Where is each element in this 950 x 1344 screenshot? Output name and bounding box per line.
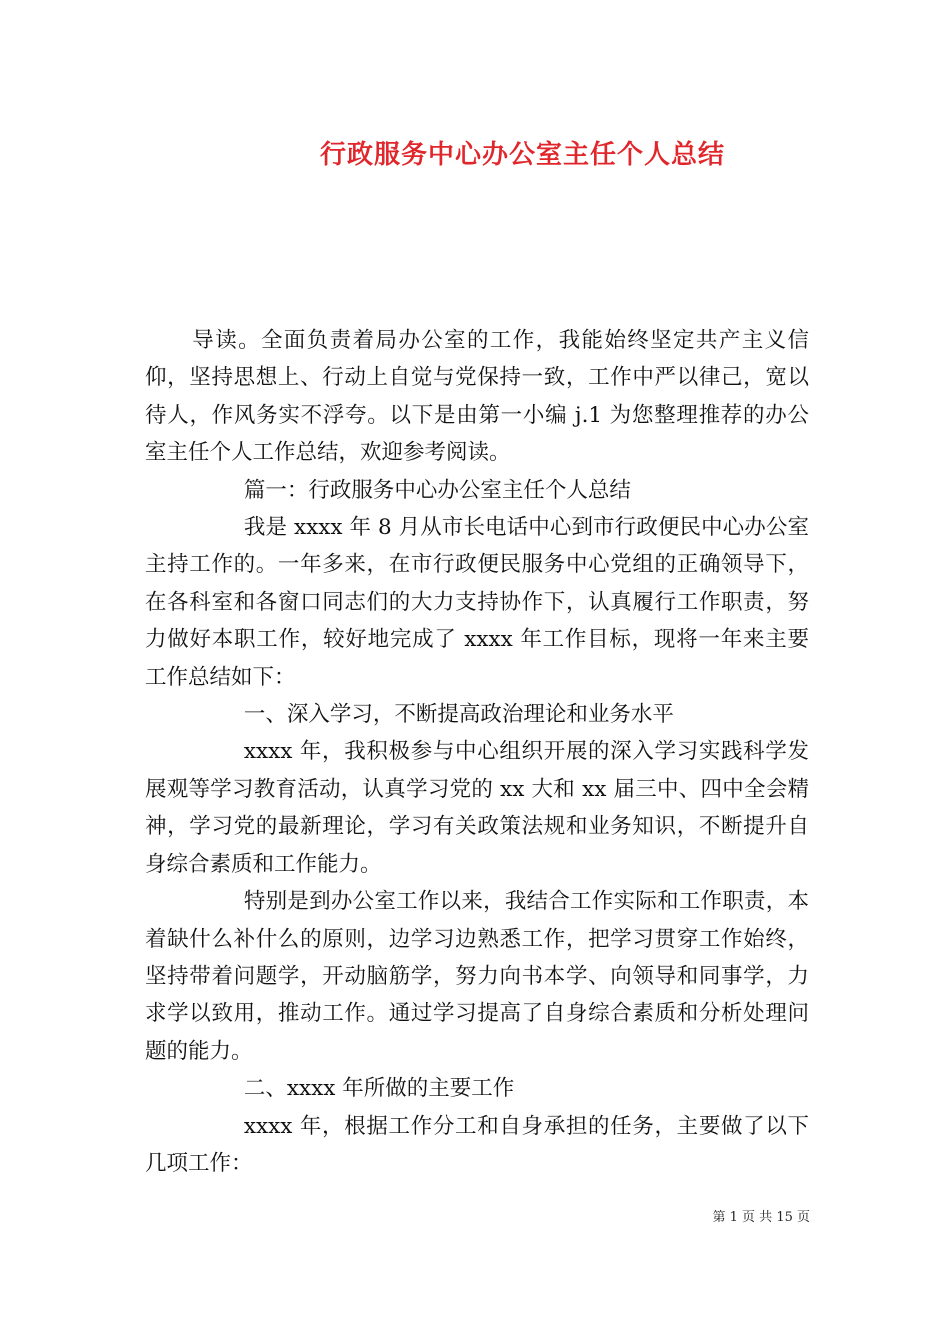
- section-heading-part-one: 篇一：行政服务中心办公室主任个人总结: [243, 477, 631, 503]
- body-paragraph: 特别是到办公室工作以来，我结合工作实际和工作职责，本着缺什么补什么的原则，边学习边熟悉工作，把学习贯穿工作始终，坚持带着问题学，开动脑筋学，努力向书本学、向领导和同事学，力求学以致用，推动工作。通过学习提高了自身综合素质和分析处理问题的能力。: [145, 889, 809, 1064]
- document-body: [145, 322, 809, 1182]
- document-title: 行政服务中心办公室主任个人总结: [319, 140, 725, 170]
- body-paragraph: 我是 xxxx 年 8 月从市长电话中心到市行政便民中心办公室主持工作的。一年多来，在市行政便民服务中心党组的正确领导下，在各科室和各窗口同志们的大力支持协作下，认真履行工作职责，努力做好本职工作，较好地完成了 xxxx 年工作目标，现将一年来主要工作总结如下：: [145, 515, 809, 690]
- page-number: 第 1 页 共 15 页: [712, 1210, 810, 1225]
- body-paragraph: xxxx 年，我积极参与中心组织开展的深入学习实践科学发展观等学习教育活动，认真学习党的 xx 大和 xx 届三中、四中全会精神，学习党的最新理论，学习有关政策法规和业务知识，不断提升自身综合素质和工作能力。: [145, 739, 809, 877]
- intro-paragraph: 导读。全面负责着局办公室的工作，我能始终坚定共产主义信仰，坚持思想上、行动上自觉与党保持一致，工作中严以律己，宽以待人，作风务实不浮夸。以下是由第一小编 j.1 为您整理推荐的办公室主任个人工作总结，欢迎参考阅读。: [145, 328, 809, 466]
- body-paragraph: xxxx 年，根据工作分工和自身承担的任务，主要做了以下几项工作：: [145, 1113, 809, 1176]
- section-heading-main-work: 二、xxxx 年所做的主要工作: [243, 1076, 515, 1102]
- section-heading-study: 一、深入学习，不断提高政治理论和业务水平: [243, 702, 674, 728]
